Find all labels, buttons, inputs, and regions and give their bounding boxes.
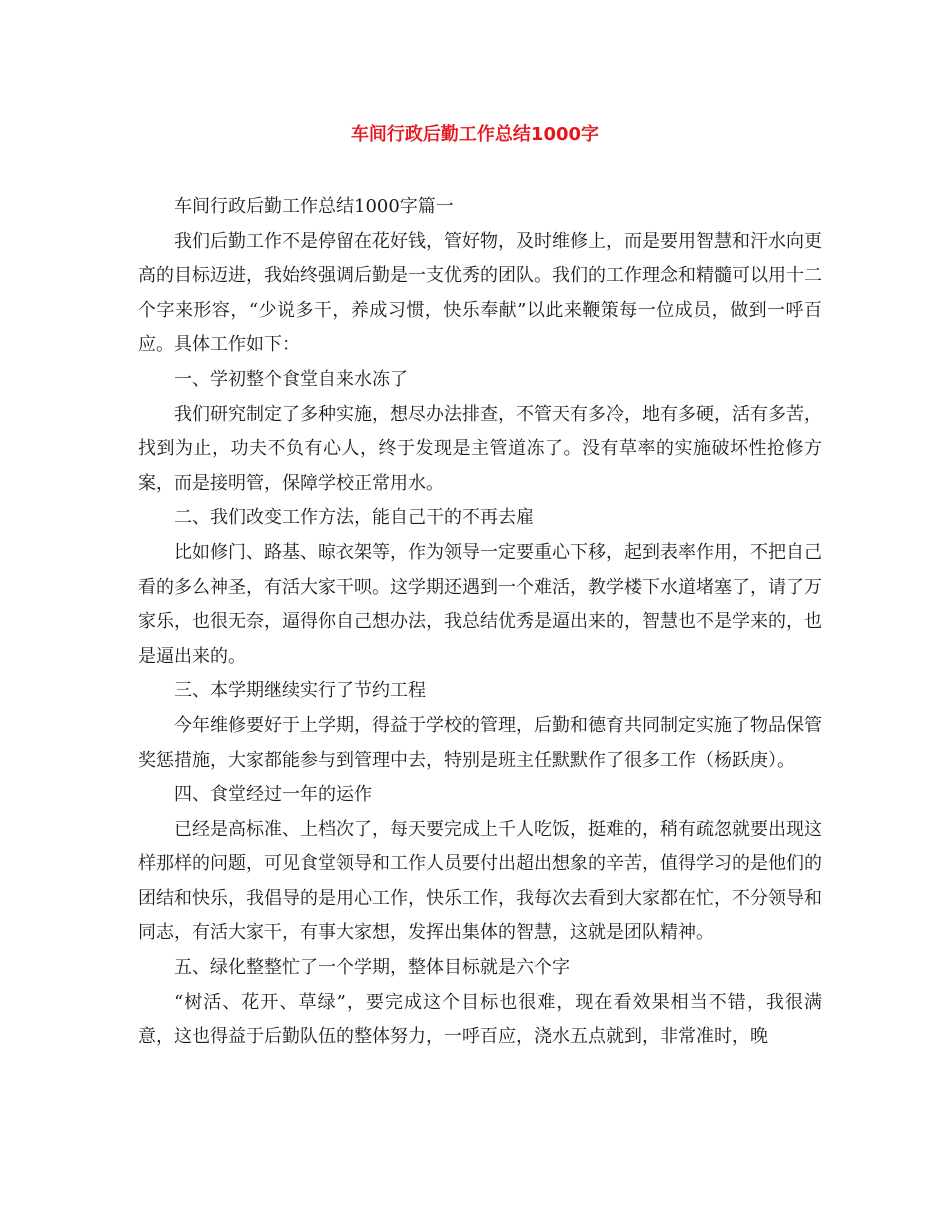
body-paragraph: “树活、花开、草绿”，要完成这个目标也很难，现在看效果相当不错，我很满意，这也得益于后勤队伍的整体努力，一呼百应，浇水五点就到，非常准时，晚 — [138, 991, 822, 1048]
document-body — [138, 190, 822, 1055]
body-paragraph: 已经是高标准、上档次了，每天要完成上千人吃饭，挺难的，稍有疏忽就要出现这样那样的问题，可见食堂领导和工作人员要付出超出想象的辛苦，值得学习的是他们的团结和快乐，我倡导的是用心工作，快乐工作，我每次去看到大家都在忙，不分领导和同志，有活大家干，有事大家想，发挥出集体的智慧，这就是团队精神。 — [138, 818, 822, 944]
body-paragraph: 我们后勤工作不是停留在花好钱，管好物，及时维修上，而是要用智慧和汗水向更高的目标迈进，我始终强调后勤是一支优秀的团队。我们的工作理念和精髓可以用十二个字来形容，“少说多干，养成习惯，快乐奉献”以此来鞭策每一位成员，做到一呼百应。具体工作如下： — [138, 230, 822, 356]
section-heading: 一、学初整个食堂自来水冻了 — [174, 368, 408, 390]
section-heading: 四、食堂经过一年的运作 — [174, 784, 372, 806]
section-heading: 二、我们改变工作方法，能自己干的不再去雇 — [174, 507, 534, 529]
section-heading: 五、绿化整整忙了一个学期，整体目标就是六个字 — [174, 957, 570, 979]
section-heading: 三、本学期继续实行了节约工程 — [174, 680, 426, 702]
body-paragraph: 比如修门、路基、晾衣架等，作为领导一定要重心下移，起到表率作用，不把自己看的多么神圣，有活大家干呗。这学期还遇到一个难活，教学楼下水道堵塞了，请了万家乐，也很无奈，逼得你自己想办法，我总结优秀是逼出来的，智慧也不是学来的，也是逼出来的。 — [138, 541, 822, 667]
body-paragraph: 今年维修要好于上学期，得益于学校的管理，后勤和德育共同制定实施了物品保管奖惩措施，大家都能参与到管理中去，特别是班主任默默作了很多工作（杨跃庚）。 — [138, 714, 822, 771]
section-heading: 车间行政后勤工作总结1000字篇一 — [174, 196, 454, 217]
body-paragraph: 我们研究制定了多种实施，想尽办法排查，不管天有多冷，地有多硬，活有多苦，找到为止，功夫不负有心人，终于发现是主管道冻了。没有草率的实施破坏性抢修方案，而是接明管，保障学校正常用水。 — [138, 403, 822, 494]
document-title: 车间行政后勤工作总结1000字 — [350, 124, 600, 145]
